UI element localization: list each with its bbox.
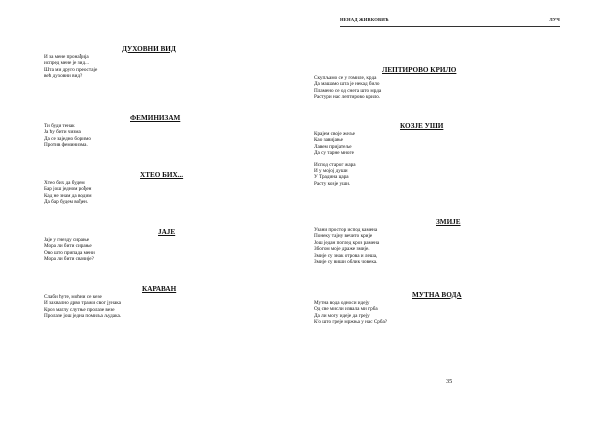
poem-line: Од све мисли извала ми грба [314,306,378,313]
running-header [340,17,560,27]
poem-line: Да ли могу идеје да греју [314,312,370,319]
poem-line: И захвално дрво тражи свог јунака [44,300,121,307]
poem-line: Да машамо шта је некад било [314,81,380,88]
poem-line: Хтео бих да будем [44,180,85,186]
poem-line: Против феминизма. [44,142,88,149]
poem-line: Још један поглед кроз рамена [314,239,380,246]
poem-line: Шта ми друго преостаје [44,66,98,73]
poem-line: Змије су знак отрова и леша, [314,252,378,259]
header-author: НЕНАД ЖИВКОВИЋ [340,17,389,22]
poem-line: Расту козје уши. [314,180,351,187]
poem-line: Кроз маглу слутње пролазе везе [44,306,115,313]
poem-line: Слаби ћуте, моћни се кезе [44,294,102,300]
poem-mutna-voda [314,291,462,326]
poem-line: Лавем пријатеље [314,143,352,150]
poem-line: испред мене је зид... [44,60,89,67]
poem-title: ЛЕПТИРОВО КРИЛО [382,66,457,74]
poem-title: ДУХОВНИ ВИД [122,45,176,53]
poem-feminizam [44,114,180,149]
poem-karavan [44,285,176,320]
poem-line: Ово што припада мени [44,249,95,256]
poem-duhovni-vid [44,45,176,80]
header-rule [340,26,560,27]
poem-line: Збогом моје драже змије. [314,246,370,253]
poem-line: Мора ли бити свачије? [44,256,94,263]
poem-title: ЈАЈЕ [158,228,176,236]
poem-line: Мутна вода односи идеју [314,300,370,306]
poem-title: МУТНА ВОДА [412,291,462,299]
header-title: ЛУЧ [549,17,560,22]
poem-hteo-bih [44,171,183,206]
poem-line: Као завијање [314,137,343,144]
poem-line: Змије су виши облик човека. [314,259,378,266]
poem-line: Да су тарне многе [314,150,354,157]
poem-line: У Традина цара [314,174,349,181]
poem-line: Да се заједно боримо [44,135,91,142]
poem-line: Јаје у гнезду сирање [44,237,90,243]
poem-line: К'о што греје мржња у нас Срба? [314,319,388,326]
poem-line: И у мојој души [314,168,348,175]
poem-jaje [44,228,175,263]
poem-title: ФЕМИНИЗАМ [130,114,181,122]
poem-line: Да бар будем вођен. [44,199,89,206]
poem-line: Скупљамо се у гомиле, крда [314,75,377,81]
poem-line: Пролазе још једна помиља људака. [44,313,122,320]
poem-title: ХТЕО БИХ... [140,171,184,179]
poem-title: КАРАВАН [142,285,177,293]
poem-line: Растури нас лептирово крило. [314,94,381,101]
poem-line: Ја ћу бити чизма [44,129,81,136]
poem-line: већ духовни вид? [44,73,83,80]
poem-leptirovo-krilo [314,66,456,101]
poem-line: Кад не знам да водим [44,192,92,199]
poem-line: Ти буди тенак [44,123,75,129]
poem-line: Испод старог жара [314,161,356,168]
poem-title: ЗМИЈЕ [436,218,461,226]
poem-line: Понеку тајну вечито крије [314,233,373,240]
poem-zmije [314,218,461,265]
poem-line: И за мене пронађија [44,54,89,60]
poem-line: Пламено се од снега што мрда [314,87,382,94]
right-page [300,0,600,424]
poem-line: Узани простор испод камена [314,227,378,233]
poem-line: Мора ли бити сирање [44,243,92,250]
poem-title: КОЗЈЕ УШИ [400,122,444,130]
poem-kozje-usi [314,122,443,187]
page-number: 35 [446,378,453,385]
poem-line: Бар још једном рођен [44,186,92,193]
poem-line: Крајем своје жеље [314,131,355,137]
